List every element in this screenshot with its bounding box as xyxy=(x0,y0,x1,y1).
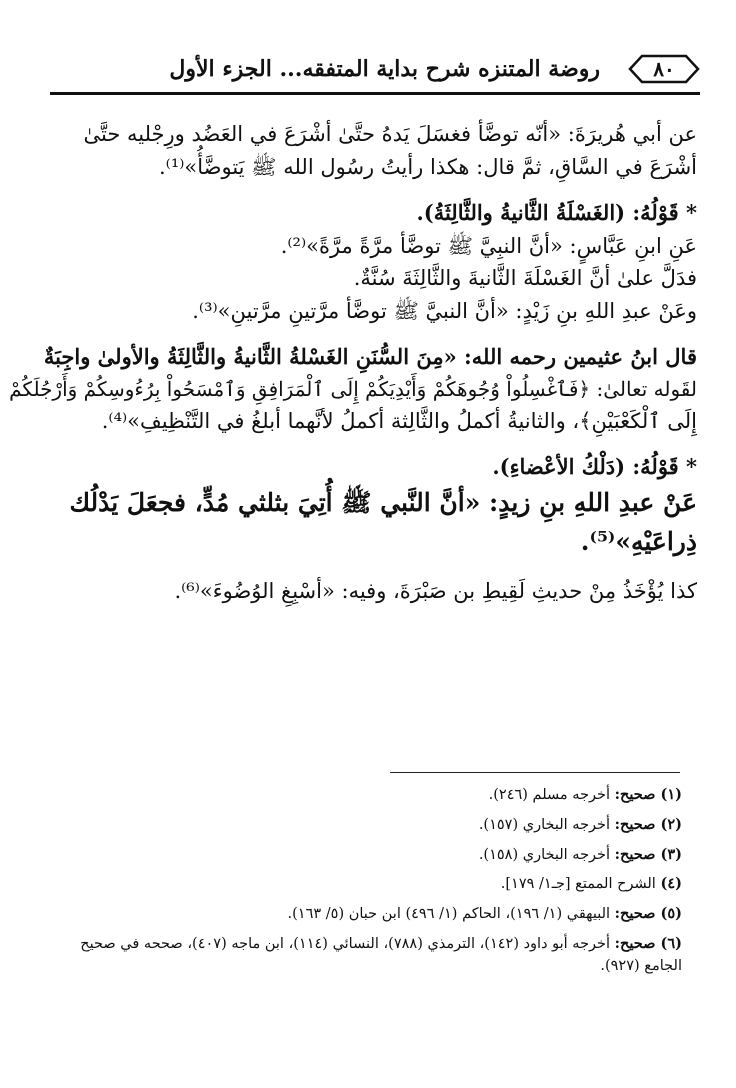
footnote-label: (٥) صحيح: xyxy=(614,905,682,922)
footnote-label: (٤) xyxy=(660,875,682,893)
footnote-label: (٣) صحيح: xyxy=(614,845,682,863)
text-line: أشْرَعَ في السَّاقِ، ثمَّ قال: هكذا رأيتُ رسُول الله ﷺ يَتوضَّأُ»⁽¹⁾. xyxy=(158,154,697,179)
footnote xyxy=(60,814,682,837)
text-line: وعَنْ عبدِ اللهِ بنِ زَيْدٍ: «أنَّ النبيَّ ﷺ توضَّأ مرَّتينِ مرَّتينِ»⁽³⁾. xyxy=(192,298,697,323)
footnote-label: (٦) صحيح: xyxy=(614,934,682,952)
page-number-badge xyxy=(628,54,700,84)
footnote-divider xyxy=(390,772,680,773)
spacer xyxy=(52,437,697,451)
spacer xyxy=(52,183,697,197)
page-number: ٨٠ xyxy=(653,57,675,81)
footnote xyxy=(60,784,682,807)
text-line: إِلَى ٱلْكَعْبَيْنِ﴾، والثانيةُ أكملُ والثَّالِثة أكملُ لأنَّهما أبلغُ في التَّنْظِيفِ»⁽⁴⁾. xyxy=(101,408,697,433)
footnote xyxy=(60,873,682,896)
text-line: عن أبي هُريرَةَ: «أنّه توضَّأ فغسَلَ يَدهُ حتَّىٰ أشْرَعَ في العَضُد ورِجْليه حتَّىٰ xyxy=(83,122,697,146)
footnote-label: (٢) صحيح: xyxy=(614,815,682,833)
footnote-text: أخرجه البخاري (١٥٨). xyxy=(478,846,615,863)
text-line: * قَوْلُهُ: (الغَسْلَةُ الثَّانيةُ والثَّالِثَةُ). xyxy=(416,200,697,226)
text-line: ذِراعَيْهِ»⁽⁵⁾. xyxy=(580,526,697,556)
text-line: كذا يُؤْخَذُ مِنْ حديثِ لَقِيطِ بن صَبْرَةَ، وفيه: «أسْبِغِ الوُضُوءَ»⁽⁶⁾. xyxy=(174,579,697,604)
footnote-text: البيهقي (١/ ١٩٦)، الحاكم (١/ ٤٩٦) ابن حبان (٥/ ١٦٣). xyxy=(287,906,615,922)
text-line: عَنْ عبدِ اللهِ بنِ زيدٍ: «أنَّ النَّبي ﷺ أُتِيَ بثلثي مُدٍّ، فجعَلَ يَدْلُك xyxy=(69,487,697,517)
footnotes xyxy=(60,784,682,984)
footnote-label: (١) صحيح: xyxy=(614,786,682,803)
text-line: لقَوله تعالىٰ: ﴿فَٱغْسِلُواْ وُجُوهَكُمْ وَأَيْدِيَكُمْ إِلَى ٱلْمَرَافِقِ وَٱمْسَحُواْ بِرُءُوسِكُمْ وَأَرْجُلَكُمْ xyxy=(9,376,697,401)
footnote-text: أخرجه مسلم (٢٤٦). xyxy=(488,787,615,803)
footnote-text: الشرح الممتع [جـ١/ ١٧٩]. xyxy=(500,876,661,893)
text-line: فدَلَّ علىٰ أنَّ الغَسْلَةَ الثَّانيةَ والثَّالِثَةَ سُنَّةٌ. xyxy=(353,266,697,291)
text-line: عَنِ ابنِ عَبَّاسٍ: «أنَّ النبِيَّ ﷺ توضَّأ مرَّةً مرَّةً»⁽²⁾. xyxy=(280,233,697,258)
footnote xyxy=(60,844,682,867)
text-line: قال ابنُ عثيمين رحمه الله: «مِنَ السُّنَنِ الغَسْلةُ الثَّانيةُ والثَّالِثَةُ والأولىٰ واجِبَةٌ xyxy=(43,344,697,370)
footnote-text: أخرجه أبو داود (١٤٢)، الترمذي (٧٨٨)، النسائي (١١٤)، ابن ماجه (٤٠٧)، صححه في صحيح الجامع (٩٢٧). xyxy=(80,935,682,974)
spacer xyxy=(52,561,697,575)
footnote-text: أخرجه البخاري (١٥٧). xyxy=(478,816,615,833)
main-text xyxy=(9,118,697,608)
text-line: * قَوْلُهُ: (دَلْكُ الأعْضاءِ). xyxy=(492,454,697,480)
footnote xyxy=(60,933,682,978)
header-divider xyxy=(50,92,700,95)
running-header-title: روضة المتنزه شرح بداية المتفقه... الجزء الأول xyxy=(169,56,600,82)
footnote xyxy=(60,903,682,926)
page-header xyxy=(50,50,700,96)
spacer xyxy=(52,327,697,341)
